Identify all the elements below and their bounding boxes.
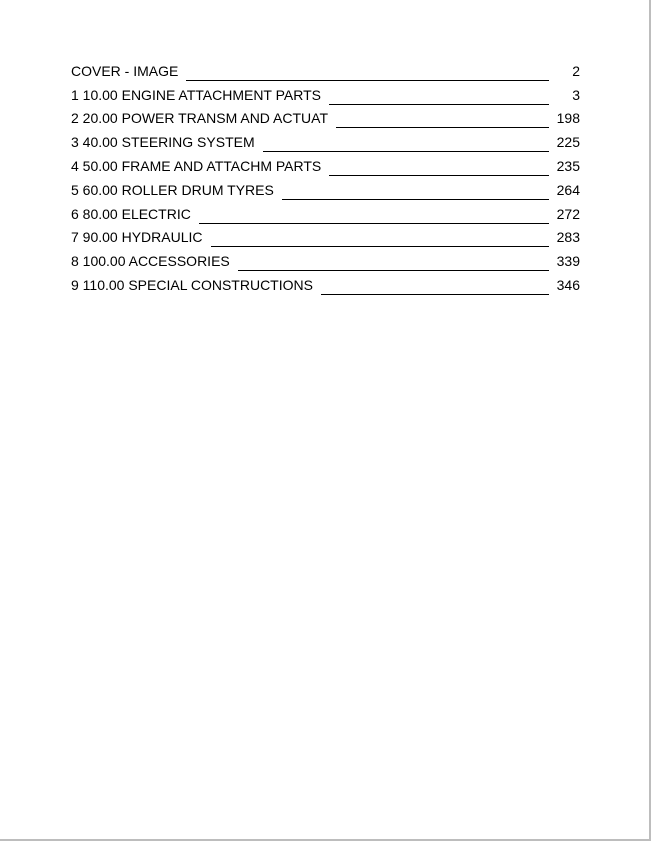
toc-entry-page-number: 283 (556, 229, 580, 246)
toc-entry-page-number: 225 (556, 134, 580, 151)
toc-leader-line (282, 199, 549, 200)
toc-entry[interactable] (71, 201, 580, 225)
toc-leader-line (263, 151, 549, 152)
toc-leader-line (336, 127, 549, 128)
toc-leader-line (199, 223, 549, 224)
toc-entry-page-number: 272 (556, 205, 580, 222)
toc-entry-page-number: 2 (572, 62, 580, 79)
toc-entry-page-number: 235 (556, 157, 580, 174)
toc-leader-line (238, 270, 549, 271)
toc-leader-line (329, 175, 549, 176)
toc-entry-label: 7 90.00 HYDRAULIC (71, 229, 203, 246)
toc-entry[interactable] (71, 58, 580, 82)
toc-entry-label: 4 50.00 FRAME AND ATTACHM PARTS (71, 157, 322, 174)
toc-entry-page-number: 3 (572, 86, 580, 103)
toc-leader-line (321, 294, 549, 295)
toc-entry[interactable] (71, 272, 580, 296)
toc-entry-page-number: 339 (556, 253, 580, 270)
toc-entry-label: 2 20.00 POWER TRANSM AND ACTUAT (71, 110, 328, 127)
toc-entry-label: 3 40.00 STEERING SYSTEM (71, 134, 255, 151)
toc-entry[interactable] (71, 153, 580, 177)
toc-entry[interactable] (71, 248, 580, 272)
toc-entry[interactable] (71, 106, 580, 130)
toc-entry-label: 9 110.00 SPECIAL CONSTRUCTIONS (71, 276, 313, 293)
toc-entry-label: 8 100.00 ACCESSORIES (71, 253, 230, 270)
toc-entry[interactable] (71, 177, 580, 201)
toc-leader-line (211, 246, 549, 247)
toc-entry-label: COVER - IMAGE (71, 62, 179, 79)
toc-entry[interactable] (71, 225, 580, 249)
toc-leader-line (329, 104, 549, 105)
toc-entry-label: 5 60.00 ROLLER DRUM TYRES (71, 181, 274, 198)
toc-entry-page-number: 346 (556, 276, 580, 293)
toc-entry-label: 6 80.00 ELECTRIC (71, 205, 191, 222)
toc-entry-label: 1 10.00 ENGINE ATTACHMENT PARTS (71, 86, 321, 103)
table-of-contents (71, 58, 580, 296)
toc-entry[interactable] (71, 82, 580, 106)
toc-entry-page-number: 198 (556, 110, 580, 127)
toc-leader-line (186, 80, 549, 81)
toc-entry-page-number: 264 (556, 181, 580, 198)
toc-entry[interactable] (71, 129, 580, 153)
